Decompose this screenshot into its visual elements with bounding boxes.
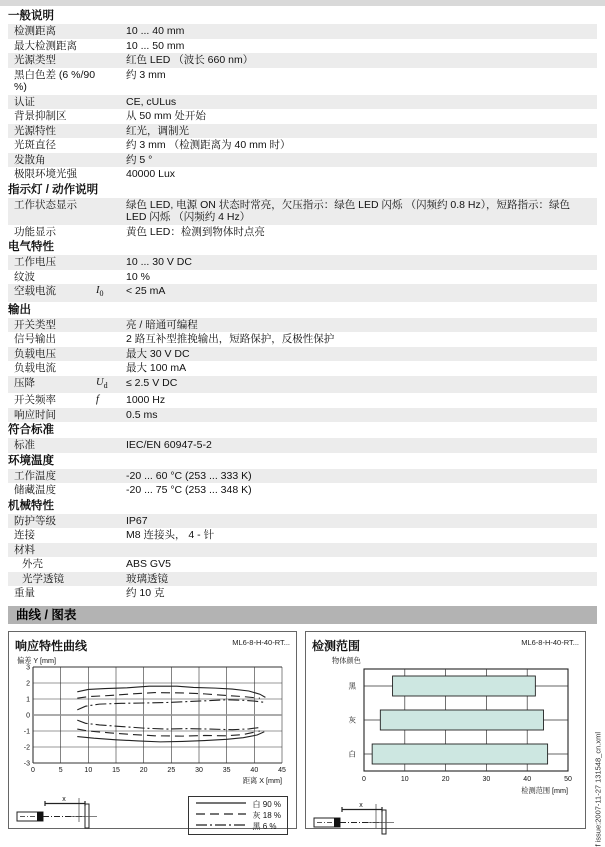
panel-bottom: [15, 796, 290, 835]
y-tick-label: 3: [26, 664, 30, 672]
chart-model-label: ML6-8-H-40-RT...: [521, 637, 579, 647]
y-axis-label: 物体颜色: [332, 655, 361, 665]
section-header: 环境温度: [8, 454, 54, 467]
curve-series: [77, 731, 264, 741]
spec-row-value: 约 3 mm （检测距离为 40 mm 时）: [126, 139, 291, 151]
x-axis-label: 距离 X [mm]: [242, 775, 282, 785]
y-axis-label: 偏差 Y [mm]: [17, 655, 57, 665]
spec-row: [8, 318, 597, 333]
x-tick-label: 15: [112, 766, 120, 774]
sensor-pictogram: [15, 796, 113, 830]
spec-row-label: 背景抑制区: [14, 110, 67, 122]
y-tick-label: -3: [23, 760, 30, 768]
charts-row: [8, 631, 597, 829]
response-curve-chart: [15, 655, 290, 791]
x-tick-label: 50: [564, 775, 572, 783]
spec-row-label: 空载电流: [14, 285, 56, 297]
spec-row-label: 黑白色差 (6 %/90 %): [14, 68, 96, 93]
legend-label: 黑 6 %: [252, 821, 277, 831]
spec-row-value: < 25 mA: [126, 285, 166, 297]
spec-row-label: 压降: [14, 376, 35, 389]
spec-row-value: 10 %: [126, 270, 150, 283]
spec-row: [8, 284, 597, 302]
spec-row: [8, 124, 597, 139]
x-tick-label: 20: [139, 766, 148, 774]
spec-row: [8, 376, 597, 394]
spec-row: [8, 393, 597, 408]
legend-entry: [195, 799, 281, 810]
spec-row: [8, 24, 597, 39]
legend-entry: [195, 821, 281, 832]
response-curve-panel: [8, 631, 297, 829]
symbol-sub: 0: [99, 289, 104, 299]
y-tick-label: 2: [26, 680, 30, 688]
spec-row: [8, 543, 597, 558]
spec-row-label: 极限环境光强: [14, 168, 77, 180]
y-tick-label: -1: [23, 728, 30, 736]
spec-row: [8, 557, 597, 572]
spec-row-label: 负载电流: [14, 362, 56, 375]
category-label: 黑: [348, 681, 356, 691]
spec-row-value: 10 ... 30 V DC: [126, 256, 192, 268]
spec-row: [8, 198, 597, 225]
symbol-base: I: [96, 285, 100, 296]
spec-row-label: 发散角: [14, 153, 46, 166]
spec-row-value: ≤ 2.5 V DC: [126, 376, 178, 389]
spec-row-value: -20 ... 60 °C (253 ... 333 K): [126, 469, 252, 482]
y-tick-label: 0: [26, 712, 30, 720]
spec-row-label: 光源类型: [14, 54, 56, 66]
range-bar: [372, 744, 547, 764]
chart-title: 响应特性曲线: [15, 638, 88, 653]
x-tick-label: 30: [482, 775, 491, 783]
spec-row: [8, 39, 597, 54]
spec-row-value: -20 ... 75 °C (253 ... 348 K): [126, 484, 252, 497]
spec-row-value: 绿色 LED, 电源 ON 状态时常亮，欠压指示：绿色 LED 闪烁 （闪频约 0.8 Hz），短路指示：绿色 LED 闪烁 （闪频约 4 Hz）: [126, 198, 570, 223]
spec-row-label: 外壳: [22, 558, 43, 571]
spec-table: [8, 0, 597, 601]
spec-row: [8, 572, 597, 587]
spec-row: [8, 347, 597, 362]
spec-row-value: 约 3 mm: [126, 68, 166, 81]
dimension-label: x: [62, 795, 66, 803]
x-axis-label: 检测范围 [mm]: [521, 785, 568, 795]
chart-legend: [188, 796, 288, 835]
chart-title: 检测范围: [312, 638, 361, 653]
y-tick-label: -2: [23, 744, 30, 752]
x-tick-label: 40: [523, 775, 532, 783]
panel-head: [312, 637, 579, 655]
spec-row-label: 开关频率: [14, 394, 56, 407]
pictogram-wrap: [312, 802, 410, 841]
spec-row-value: 40000 Lux: [126, 168, 176, 180]
spec-row-value: 最大 100 mA: [126, 362, 187, 375]
spec-row: [8, 109, 597, 124]
section-header: 电气特性: [8, 241, 54, 253]
x-tick-label: 10: [400, 775, 409, 783]
spec-row-label: 认证: [14, 95, 35, 108]
spec-row-value: 2 路互补型推挽输出，短路保护，反极性保护: [126, 333, 335, 346]
spec-row-value: 黄色 LED：检测到物体时点亮: [126, 225, 265, 238]
chart-model-label: ML6-8-H-40-RT...: [232, 637, 290, 647]
curve-series: [77, 692, 260, 698]
charts-section-header: 曲线 / 图表: [8, 606, 597, 624]
spec-row-label: 连接: [14, 529, 35, 542]
legend-entry: [195, 810, 281, 821]
pictogram-wrap: [15, 796, 113, 835]
legend-line-icon: [195, 821, 247, 829]
y-tick-label: 1: [26, 696, 30, 704]
legend-line-icon: [195, 810, 247, 818]
spec-row-label: 工作电压: [14, 256, 56, 268]
emitter-tip: [37, 812, 43, 821]
range-bar: [393, 676, 536, 696]
spec-row-value: IP67: [126, 514, 148, 527]
spec-row: [8, 270, 597, 285]
section-header: 机械特性: [8, 499, 54, 512]
x-tick-label: 45: [278, 766, 286, 774]
x-tick-label: 40: [250, 766, 259, 774]
section-header: 一般说明: [8, 10, 54, 22]
spec-row-label: 检测距离: [14, 25, 56, 37]
legend-line-sample: [195, 810, 247, 821]
spec-row: [8, 514, 597, 529]
spec-row-value: 1000 Hz: [126, 394, 166, 407]
x-tick-label: 25: [167, 766, 176, 774]
spec-row-label: 标准: [14, 439, 35, 452]
spec-row-value: 红光，调制光: [126, 124, 189, 137]
spec-row-label: 响应时间: [14, 408, 56, 421]
sensor-pictogram: [312, 802, 410, 836]
spec-row-label: 纹波: [14, 270, 35, 283]
spec-row-label: 防护等级: [14, 514, 56, 527]
spec-row-label: 光源特性: [14, 124, 56, 137]
target-plate: [85, 804, 89, 828]
section-header: 输出: [8, 303, 31, 316]
spec-row-label: 重量: [14, 587, 35, 600]
spec-row: [8, 167, 597, 182]
spec-row: [8, 255, 597, 270]
detection-range-panel: [305, 631, 586, 829]
spec-row: [8, 153, 597, 168]
spec-row-value: 从 50 mm 处开始: [126, 110, 206, 122]
spec-row-value: 红色 LED （波长 660 nm）: [126, 54, 254, 66]
spec-row: [8, 361, 597, 376]
legend-label: 白 90 %: [252, 799, 281, 809]
spec-row: [8, 53, 597, 68]
spec-row-symbol: [96, 394, 126, 407]
spec-row-label: 储藏温度: [14, 484, 56, 497]
section-header: 指示灯 / 动作说明: [8, 183, 99, 196]
spec-row-value: 约 5 °: [126, 153, 153, 166]
spec-row-value: ABS GV5: [126, 558, 171, 571]
symbol-base: U: [96, 376, 104, 388]
x-tick-label: 5: [58, 766, 63, 774]
spec-row: [8, 528, 597, 543]
spec-row-label: 光学透镜: [22, 572, 64, 585]
spec-row-label: 光斑直径: [14, 139, 56, 151]
spec-row-value: 10 ... 40 mm: [126, 25, 185, 37]
symbol-base: f: [96, 394, 99, 406]
spec-row-value: 约 10 克: [126, 587, 165, 600]
category-label: 灰: [348, 715, 356, 725]
spec-row-value: CE, cULus: [126, 95, 177, 108]
spec-row-value: 玻璃透镜: [126, 572, 168, 585]
category-label: 白: [348, 749, 356, 759]
spec-row-label: 最大检测距离: [14, 39, 77, 52]
spec-row: [8, 138, 597, 153]
spec-row-label: 负载电压: [14, 347, 56, 360]
curve-series: [77, 720, 260, 730]
spec-row-value: 最大 30 V DC: [126, 347, 190, 360]
legend-label: 灰 18 %: [252, 810, 281, 820]
spec-row-symbol: [96, 285, 126, 301]
panel-bottom: [312, 802, 579, 841]
x-tick-label: 20: [441, 775, 450, 783]
spec-row: [8, 408, 597, 423]
spec-row-value: M8 连接头， 4 - 针: [126, 529, 215, 542]
panel-head: [15, 637, 290, 655]
range-bar: [380, 710, 543, 730]
x-tick-label: 0: [362, 775, 366, 783]
legend-line-sample: [195, 821, 247, 832]
x-tick-label: 0: [31, 766, 35, 774]
top-divider: [0, 0, 605, 6]
spec-row: [8, 332, 597, 347]
spec-row: [8, 438, 597, 453]
spec-row: [8, 586, 597, 601]
x-tick-label: 30: [195, 766, 203, 774]
emitter-tip: [334, 818, 340, 827]
legend-line-sample: [195, 799, 247, 810]
issue-note: f issue:2007-11-27 131548_cn.xml: [594, 732, 603, 847]
spec-row-label: 材料: [14, 543, 35, 556]
spec-row-value: 亮 / 暗通可编程: [126, 318, 198, 331]
legend-line-icon: [195, 799, 247, 807]
spec-row-value: 0.5 ms: [126, 408, 158, 421]
spec-row-value: IEC/EN 60947-5-2: [126, 439, 212, 452]
spec-row-value: 10 ... 50 mm: [126, 39, 185, 52]
spec-row-label: 工作温度: [14, 469, 56, 482]
x-tick-label: 10: [84, 766, 93, 774]
spec-row-label: 工作状态显示: [14, 198, 77, 211]
spec-row: [8, 68, 597, 95]
spec-row-label: 信号输出: [14, 333, 56, 346]
x-tick-label: 35: [222, 766, 231, 774]
section-header: 符合标准: [8, 424, 54, 437]
spec-row: [8, 469, 597, 484]
target-plate: [382, 810, 386, 834]
dimension-label: x: [359, 801, 363, 809]
symbol-sub: d: [103, 380, 108, 390]
spec-row: [8, 95, 597, 110]
spec-row-label: 开关类型: [14, 318, 56, 331]
spec-row-label: 功能显示: [14, 225, 56, 238]
spec-row: [8, 225, 597, 240]
spec-row: [8, 483, 597, 498]
spec-row-symbol: [96, 377, 126, 393]
detection-range-chart: [312, 655, 579, 797]
